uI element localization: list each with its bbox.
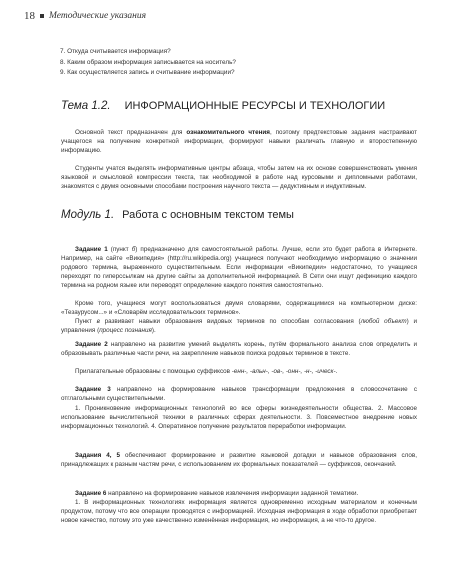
task-paragraph	[61, 367, 417, 376]
task-paragraph	[61, 340, 417, 358]
module-number: Модуль 1.	[61, 209, 115, 221]
text-run: ) предназначено для самостоятельной работы. Лучше, если это будет работа в Интернете. Например, на сайте «Википедия» (http://ru.wikipedia.org) учащиеся получают необходимую информацию о значении родового термина, выраженного существительным. Если информации «Википедии» недостаточно, то учащиеся переходят по гиперссылкам на другие сайты за дополнительной информацией. В Сети они ищут дефиницию каждого термина на родном языке или переводят определение каждого понятия самостоятельно.	[61, 246, 418, 289]
text-run: -енн-, -альн-, -ов-, -онн-, -н-, -ическ-	[231, 368, 336, 375]
text-run: , поэтому предтекстовые задания настраивают учащегося на получение конкретной информации, формируют навыки различать главную и второстепенную информацию.	[61, 129, 417, 154]
question-item: 7. Откуда считывается информация?	[60, 48, 171, 55]
text-run: направлено на формирование навыков извлечения информации заданной тематики.	[106, 490, 359, 497]
task-label: Задание 6	[75, 490, 107, 497]
topic-heading	[61, 100, 385, 112]
task-paragraph	[61, 451, 417, 469]
question-list	[60, 47, 236, 79]
text-run: любой объект	[360, 318, 407, 325]
question-item: 8. Каким образом информация записывается на носитель?	[60, 58, 236, 66]
task-paragraph: 1. Проникновение информационных технологий во все сферы жизнедеятельности общества. 2. Массовое использование вычислительной техники в различных сферах деятельности. 3. Повсеместное внедрение новых информационных технологий. 4. Оперативное получение результатов переработки информации.	[61, 405, 417, 430]
text-run: (пункт	[107, 246, 132, 253]
text-run: направлено на развитие умений выделять корень, путём формального анализа слов определить и образовывать различные части речи, на закрепление навыков поиска родовых терминов в тексте.	[61, 341, 417, 357]
text-run: обеспечивают формирование и развитие языковой догадки и навыков образования слов, принадлежащих к разным частям речи, с использованием их формальных показателей — суффиксов, окончаний.	[61, 452, 417, 468]
task-label: Задание 2	[75, 341, 108, 348]
text-run: Пункт	[75, 318, 97, 325]
task-label: Задание 3	[75, 386, 111, 393]
task-paragraph	[61, 385, 417, 403]
intro-paragraph: Студенты учатся выделять информативные центры абзаца, чтобы затем на их основе совершенствовать умения языковой и смысловой компрессии текста, так необходимой в работе над курсовыми и дипломными работами, знакомятся с двумя основными способами построения научного текста — дедуктивным и индуктивным.	[61, 165, 417, 190]
text-run: ).	[151, 327, 156, 334]
emphasis-bold: ознакомительного чтения	[186, 129, 270, 136]
running-head	[24, 10, 146, 22]
task-paragraph: Кроме того, учащиеся могут воспользоваться двумя словарями, содержащимися на компьютерном диске: «Тезаурусом...» и «Словарём исследовательских терминов».	[61, 300, 417, 316]
text-run: развивает навыки образования видовых терминов по способам согласования (	[99, 318, 361, 325]
task-paragraph	[61, 489, 417, 498]
task-label: Задания 4, 5	[75, 452, 121, 459]
task-paragraph: 1. В информационных технологиях информация является одновременно исходным материалом и конечным продуктом, потому что все операции проводятся с информацией. Исходная информация в ходе обработки приобретает новое качество, потому это уже качественно изменённая информация, но информация, а не что-то другое.	[61, 499, 417, 524]
topic-title: ИНФОРМАЦИОННЫЕ РЕСУРСЫ И ТЕХНОЛОГИИ	[124, 100, 386, 112]
text-run: направлено на формирование навыков трансформации предложения в словосочетание с отглагольными существительными.	[61, 386, 418, 402]
text-run: ) и управления (	[61, 318, 417, 334]
task-paragraph	[61, 317, 417, 335]
text-run: .	[335, 368, 338, 375]
module-title: Работа с основным текстом темы	[122, 209, 294, 221]
module-heading	[61, 209, 294, 221]
square-bullet-icon	[40, 14, 44, 18]
task-paragraph	[61, 245, 417, 290]
intro-paragraph	[61, 128, 417, 155]
task-label: Задание 1	[75, 246, 108, 253]
text-run: процесс познания	[99, 327, 152, 334]
topic-number: Тема 1.2.	[61, 100, 111, 112]
text-run: Основной текст предназначен для	[75, 129, 187, 136]
text-run: в	[96, 318, 100, 325]
question-item: 9. Как осуществляется запись и считывание информации?	[60, 69, 235, 76]
text-run: Прилагательные образованы с помощью суффиксов	[75, 368, 232, 375]
page-number: 18	[24, 10, 35, 22]
text-run: б	[131, 246, 136, 253]
running-head-title: Методические указания	[49, 11, 147, 21]
